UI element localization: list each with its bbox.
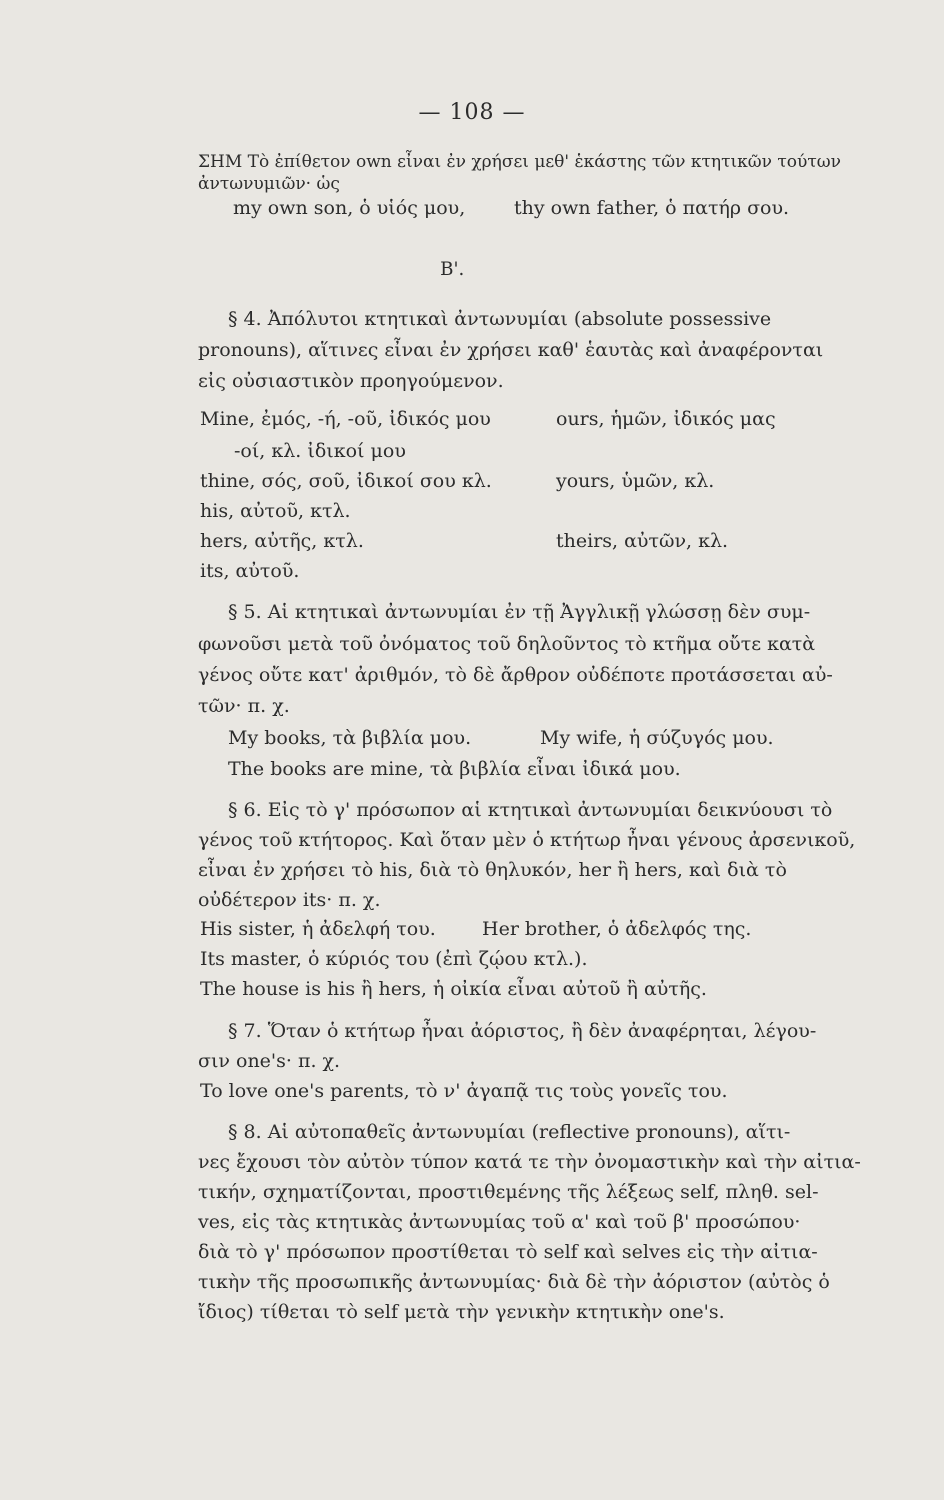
- note-line-2: ἀντωνυμιῶν· ὡς: [198, 174, 340, 194]
- par8-line-2: νες ἔχουσι τὸν αὐτὸν τύπον κατά τε τὴν ὀνομαστικὴν καὶ τὴν αἰτια-: [198, 1151, 861, 1173]
- pronoun-left-3: thine, σός, σοῦ, ἰδικοί σου κλ.: [200, 470, 492, 492]
- par6-example-1-left: His sister, ἡ ἀδελφή του.: [200, 918, 436, 940]
- par8-line-4: ves, εἰς τὰς κτητικὰς ἀντωνυμίας τοῦ α' καὶ τοῦ β' προσώπου·: [198, 1211, 801, 1233]
- par5-line-1: § 5. Αἱ κτητικαὶ ἀντωνυμίαι ἐν τῇ Ἀγγλικῇ γλώσσῃ δὲν συμ-: [228, 601, 811, 623]
- page-number: — 108 —: [418, 100, 526, 125]
- pronoun-left-4: his, αὐτοῦ, κτλ.: [200, 500, 351, 522]
- note-line-1: ΣΗΜ Τὸ ἐπίθετον own εἶναι ἐν χρήσει μεθ' ἑκάστης τῶν κτητικῶν τούτων: [198, 152, 841, 172]
- pronoun-left-6: its, αὐτοῦ.: [200, 560, 300, 582]
- par8-line-7: ἴδιος) τίθεται τὸ self μετὰ τὴν γενικὴν κτητικὴν one's.: [198, 1301, 725, 1323]
- par4-line-1: § 4. Ἀπόλυτοι κτητικαὶ ἀντωνυμίαι (absolute possessive: [228, 308, 772, 330]
- par5-line-3: γένος οὔτε κατ' ἀριθμόν, τὸ δὲ ἄρθρον οὐδέποτε προτάσσεται αὐ-: [198, 664, 833, 686]
- par7-line-1: § 7. Ὅταν ὁ κτήτωρ ἦναι ἀόριστος, ἢ δὲν ἀναφέρηται, λέγου-: [228, 1020, 817, 1042]
- par5-line-2: φωνοῦσι μετὰ τοῦ ὀνόματος τοῦ δηλοῦντος τὸ κτῆμα οὔτε κατὰ: [198, 633, 816, 655]
- par8-line-5: διὰ τὸ γ' πρόσωπον προστίθεται τὸ self καὶ selves εἰς τὴν αἰτια-: [198, 1241, 818, 1263]
- par8-line-6: τικὴν τῆς προσωπικῆς ἀντωνυμίας· διὰ δὲ τὴν ἀόριστον (αὐτὸς ὁ: [198, 1271, 830, 1293]
- pronoun-right-yours: yours, ὑμῶν, κλ.: [556, 470, 715, 492]
- par6-line-4: οὐδέτερον its· π. χ.: [198, 889, 381, 911]
- par6-line-1: § 6. Εἰς τὸ γ' πρόσωπον αἱ κτητικαὶ ἀντωνυμίαι δεικνύουσι τὸ: [228, 799, 833, 821]
- par4-line-3: εἰς οὐσιαστικὸν προηγούμενον.: [198, 370, 504, 392]
- par5-example-2: The books are mine, τὰ βιβλία εἶναι ἰδικά μου.: [228, 758, 681, 780]
- par6-example-3: The house is his ἢ hers, ἡ οἰκία εἶναι αὐτοῦ ἢ αὐτῆς.: [200, 978, 707, 1000]
- pronoun-right-theirs: theirs, αὐτῶν, κλ.: [556, 530, 729, 552]
- pronoun-left-5: hers, αὐτῆς, κτλ.: [200, 530, 364, 552]
- par8-line-3: τικήν, σχηματίζονται, προστιθεμένης τῆς λέξεως self, πληθ. sel-: [198, 1181, 819, 1203]
- par6-example-2: Its master, ὁ κύριός του (ἐπὶ ζῴου κτλ.).: [200, 948, 588, 970]
- pronoun-left-1: Mine, ἐμός, -ή, -οῦ, ἰδικός μου: [200, 408, 491, 430]
- par7-line-2: σιν one's· π. χ.: [198, 1050, 341, 1072]
- par8-line-1: § 8. Αἱ αὐτοπαθεῖς ἀντωνυμίαι (reflective pronouns), αἵτι-: [228, 1121, 791, 1143]
- par6-line-2: γένος τοῦ κτήτορος. Καὶ ὅταν μὲν ὁ κτήτωρ ἦναι γένους ἀρσενικοῦ,: [198, 829, 856, 851]
- pronoun-left-2: -οί, κλ. ἰδικοί μου: [234, 440, 406, 462]
- note-example-right: thy own father, ὁ πατήρ σου.: [514, 197, 790, 219]
- par6-example-1-right: Her brother, ὁ ἀδελφός της.: [482, 918, 752, 940]
- section-mark: Β'.: [440, 258, 465, 280]
- note-example-left: my own son, ὁ υἱός μου,: [233, 197, 466, 219]
- par4-line-2: pronouns), αἵτινες εἶναι ἐν χρήσει καθ' ἑαυτὰς καὶ ἀναφέρονται: [198, 339, 824, 361]
- par5-example-1-right: My wife, ἡ σύζυγός μου.: [540, 727, 774, 749]
- par5-line-4: τῶν· π. χ.: [198, 695, 290, 717]
- par6-line-3: εἶναι ἐν χρήσει τὸ his, διὰ τὸ θηλυκόν, her ἢ hers, καὶ διὰ τὸ: [198, 859, 787, 881]
- par7-example: To love one's parents, τὸ ν' ἀγαπᾷ τις τοὺς γονεῖς του.: [200, 1080, 728, 1102]
- par5-example-1-left: My books, τὰ βιβλία μου.: [228, 727, 472, 749]
- pronoun-right-ours: ours, ἡμῶν, ἰδικός μας: [556, 408, 776, 430]
